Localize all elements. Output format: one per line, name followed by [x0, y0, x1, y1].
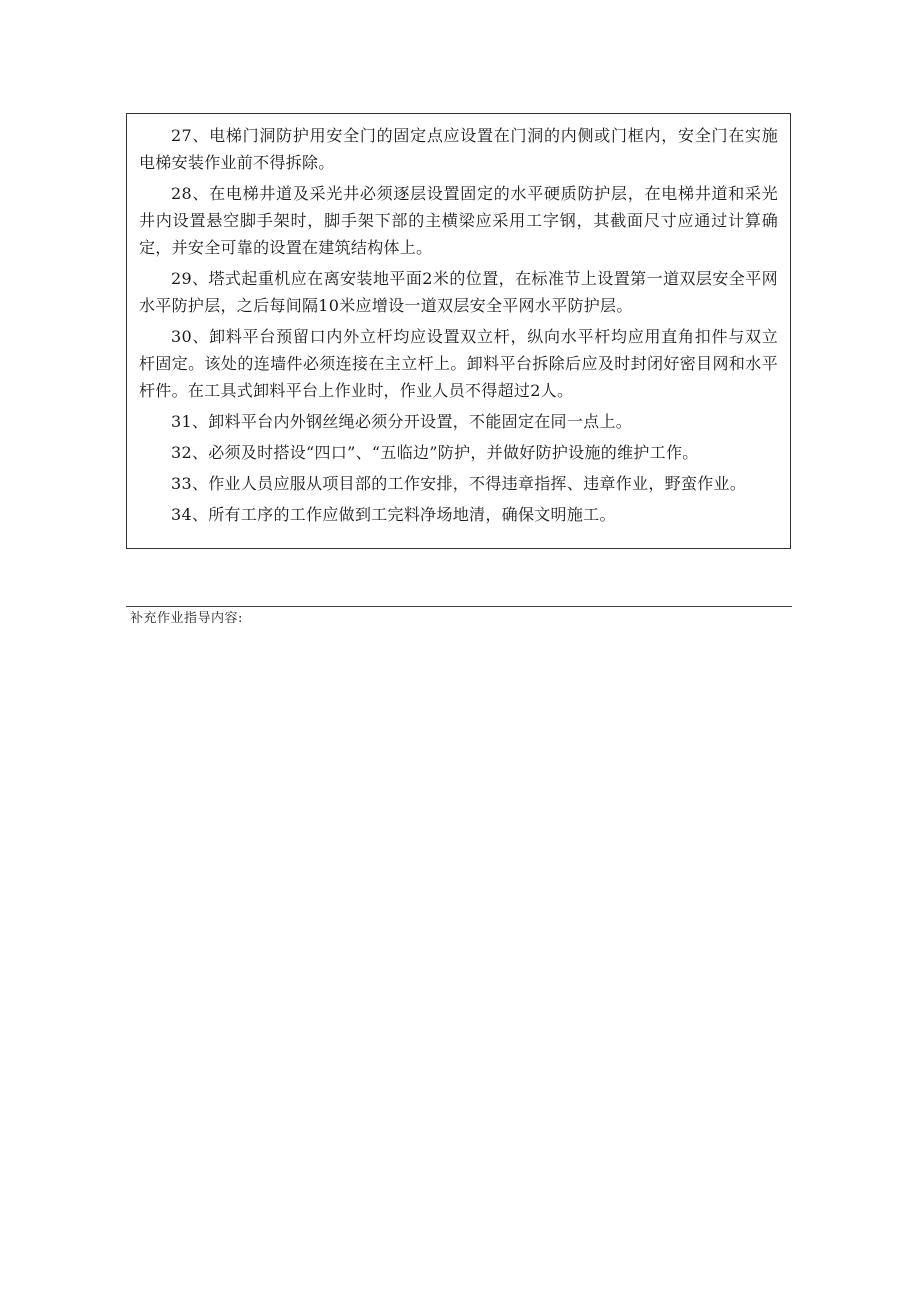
clause-33: 33、作业人员应服从项目部的工作安排，不得违章指挥、违章作业，野蛮作业。: [171, 474, 747, 493]
clause-27: 27、电梯门洞防护用安全门的固定点应设置在门洞的内侧或门框内，安全门在实施电梯安装作业前不得拆除。: [139, 126, 778, 172]
supplement-label: 补充作业指导内容:: [130, 611, 243, 626]
clause-34: 34、所有工序的工作应做到工完料净场地清，确保文明施工。: [171, 505, 616, 524]
clause-29: 29、塔式起重机应在离安装地平面2米的位置，在标准节上设置第一道双层安全平网水平防护层，之后每间隔10米应增设一道双层安全平网水平防护层。: [139, 269, 778, 315]
safety-clauses-box: [126, 113, 791, 549]
section-divider: [126, 606, 792, 607]
clause-32: 32、必须及时搭设“四口”、“五临边”防护，并做好防护设施的维护工作。: [171, 443, 699, 462]
clause-30: 30、卸料平台预留口内外立杆均应设置双立杆，纵向水平杆均应用直角扣件与双立杆固定。该处的连墙件必须连接在主立杆上。卸料平台拆除后应及时封闭好密目网和水平杆件。在工具式卸料平台上作业时，作业人员不得超过2人。: [139, 327, 778, 400]
clause-31: 31、卸料平台内外钢丝绳必须分开设置，不能固定在同一点上。: [171, 412, 633, 431]
clause-28: 28、在电梯井道及采光井必须逐层设置固定的水平硬质防护层，在电梯井道和采光井内设置悬空脚手架时，脚手架下部的主横梁应采用工字钢，其截面尺寸应通过计算确定，并安全可靠的设置在建筑结构体上。: [139, 184, 778, 257]
